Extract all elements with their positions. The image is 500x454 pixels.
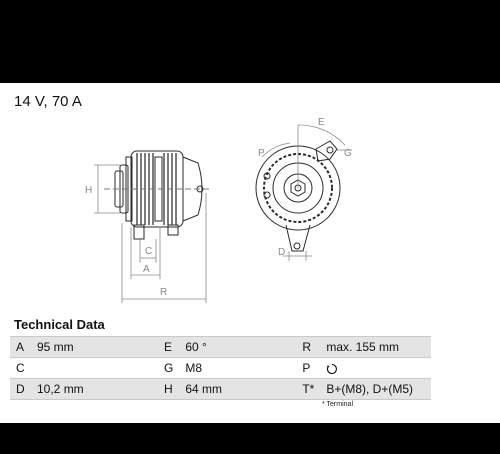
spec-key: P (302, 361, 311, 375)
alternator-technical-drawing (0, 83, 500, 308)
product-title: 14 V, 70 A (14, 93, 82, 110)
dimension-label-h: H (85, 185, 93, 196)
table-row (10, 379, 431, 400)
front-view-dimensions (262, 125, 352, 261)
spec-key: A (10, 337, 31, 358)
spec-key: E (158, 337, 179, 358)
spec-value: B+(M8), D+(M5) (320, 379, 431, 400)
technical-data-heading: Technical Data (14, 317, 105, 332)
side-view-dimensions (94, 165, 206, 303)
table-row (10, 358, 431, 379)
alternator-side-view (104, 151, 212, 239)
technical-data-table (10, 336, 431, 400)
spec-value: 95 mm (31, 337, 158, 358)
dimension-label-a: A (143, 264, 150, 275)
datasheet-panel (0, 83, 500, 423)
dimension-label-e: E (318, 117, 325, 128)
dimension-label-g: G (344, 148, 352, 159)
clockwise-rotation-icon (326, 363, 338, 375)
spec-value: max. 155 mm (320, 337, 431, 358)
spec-key: R (296, 337, 320, 358)
dimension-label-d: D (278, 247, 286, 258)
spec-value-rotation (320, 358, 431, 379)
spec-key: T* (296, 379, 320, 400)
spec-value: 10,2 mm (31, 379, 158, 400)
spec-value (31, 358, 158, 379)
dimension-label-p: P (258, 148, 265, 159)
spec-key: C (16, 361, 25, 375)
dimension-label-r: R (160, 287, 168, 298)
dimension-label-c: C (145, 246, 153, 257)
spec-value: 60 ° (179, 337, 296, 358)
spec-key: H (158, 379, 179, 400)
terminal-footnote: * Terminal (322, 401, 353, 408)
table-row (10, 337, 431, 358)
spec-value: 64 mm (179, 379, 296, 400)
spec-key: G (164, 361, 174, 375)
spec-value: M8 (185, 361, 203, 375)
spec-key: D (10, 379, 31, 400)
